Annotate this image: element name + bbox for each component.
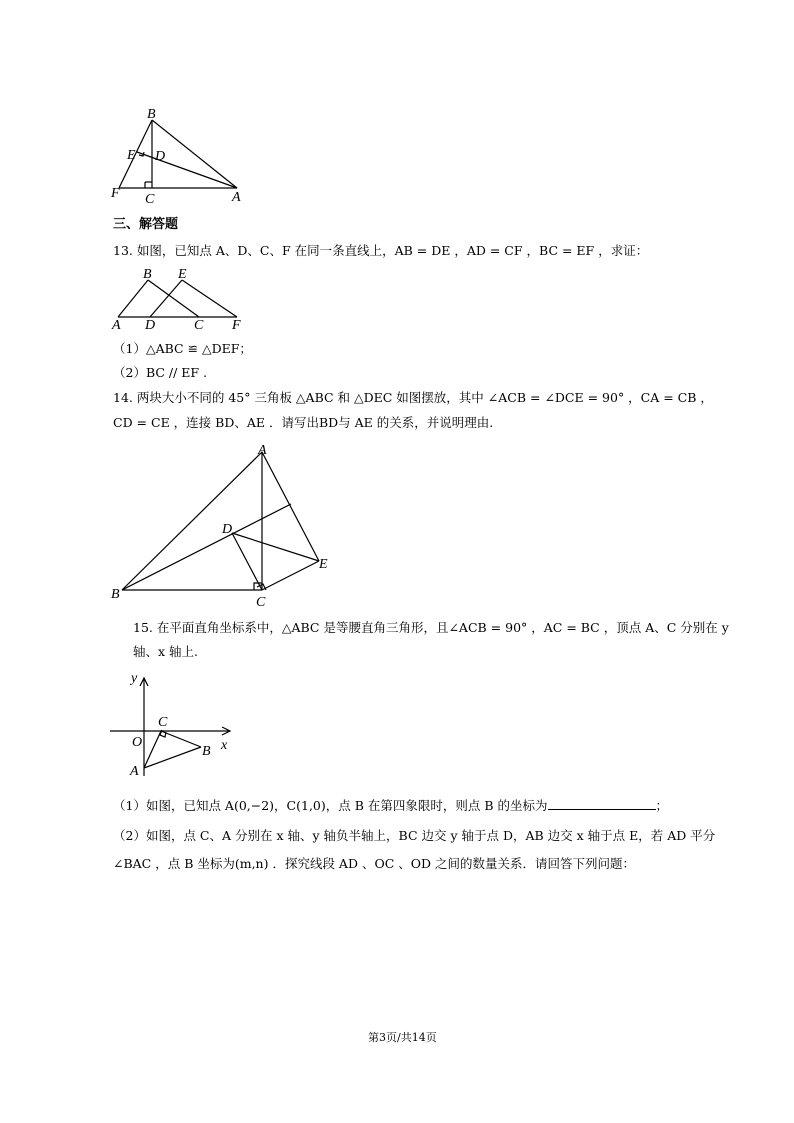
top-figure xyxy=(105,100,255,210)
q15-figure xyxy=(105,668,245,783)
page-footer: 第3页/共14页 xyxy=(368,1031,437,1044)
q15-part1 xyxy=(113,797,668,815)
fig-top-label-f: F xyxy=(111,186,120,201)
q15-part1-end: ； xyxy=(655,798,669,813)
section-title: 三、解答题 xyxy=(113,217,179,232)
q14-fig-label-b: B xyxy=(111,587,120,602)
q15-part2-line1: （2）如图，点 C、A 分别在 x 轴、y 轴负半轴上，BC 边交 y 轴于点 D，AB 边交 x 轴于点 E，若 AD 平分 xyxy=(113,828,716,843)
q14-fig-label-e: E xyxy=(319,557,328,572)
q15-part1-text: （1）如图，已知点 A(0,−2)，C(1,0)，点 B 在第四象限时，则点 B 的坐标为 xyxy=(113,798,548,813)
fig-top-label-d: D xyxy=(155,149,166,164)
q14-fig-label-c: C xyxy=(256,595,266,610)
q15-fig-label-o: O xyxy=(132,735,143,750)
q13-part2: （2）BC // EF . xyxy=(113,365,208,380)
fig-top-label-b: B xyxy=(147,107,156,122)
q15-fig-label-a: A xyxy=(130,764,139,779)
q13-part1: （1）△ABC ≌ △DEF； xyxy=(113,341,252,356)
q13-fig-label-c: C xyxy=(194,318,204,333)
q15-fig-label-b: B xyxy=(202,744,211,759)
q14-fig-label-d: D xyxy=(222,522,233,537)
q13-fig-label-e: E xyxy=(178,267,187,282)
q13-figure xyxy=(110,265,260,335)
q13-stem: 13. 如图，已知点 A、D、C、F 在同一条直线上，AB = DE ，AD = CF ，BC = EF ，求证： xyxy=(113,243,649,258)
fig-top-label-c: C xyxy=(145,192,155,207)
fig-top-label-e: E xyxy=(127,148,136,163)
q15-fig-label-c: C xyxy=(158,715,168,730)
q15-line1: 15. 在平面直角坐标系中，△ABC 是等腰直角三角形，且∠ACB = 90° ，AC = BC ，顶点 A、C 分别在 y xyxy=(133,620,729,635)
q14-figure xyxy=(108,440,348,615)
q13-fig-label-d: D xyxy=(145,318,156,333)
q13-fig-label-a: A xyxy=(112,318,121,333)
fig-top-label-a: A xyxy=(232,190,241,205)
q13-fig-label-b: B xyxy=(143,267,152,282)
q15-line2: 轴、x 轴上. xyxy=(133,644,198,659)
q13-fig-label-f: F xyxy=(232,318,241,333)
q14-fig-label-a: A xyxy=(258,443,267,458)
q14-line2: CD = CE ，连接 BD、AE ．请写出BD与 AE 的关系，并说明理由. xyxy=(113,415,494,430)
answer-blank[interactable] xyxy=(548,797,656,810)
q14-line1: 14. 两块大小不同的 45° 三角板 △ABC 和 △DEC 如图摆放，其中 ∠ACB = ∠DCE = 90° ，CA = CB ， xyxy=(113,390,713,405)
q15-fig-label-x: x xyxy=(221,738,228,753)
q15-fig-label-y: y xyxy=(131,671,138,686)
q15-part2-line2: ∠BAC ，点 B 坐标为(m,n) ．探究线段 AD 、OC 、OD 之间的数量关系．请回答下列问题： xyxy=(113,856,635,871)
